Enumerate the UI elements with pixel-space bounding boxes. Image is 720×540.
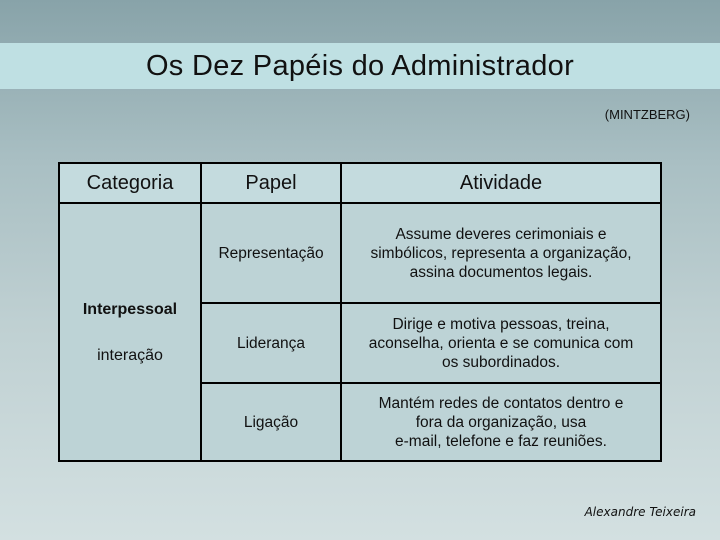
slide-title: Os Dez Papéis do Administrador xyxy=(145,49,575,82)
activity-line: Assume deveres cerimoniais e xyxy=(395,225,607,243)
activity-line: os subordinados. xyxy=(441,353,561,371)
activity-line: simbólicos, representa a organização, xyxy=(370,244,632,262)
source-citation: (MINTZBERG) xyxy=(604,107,690,122)
role-cell: Ligação xyxy=(201,383,341,461)
activity-cell xyxy=(341,383,661,461)
activity-line: aconselha, orienta e se comunica com xyxy=(368,334,634,352)
table-row xyxy=(59,203,661,303)
category-name: Interpessoal xyxy=(82,301,178,318)
title-bar xyxy=(0,43,720,89)
category-cell xyxy=(59,203,201,461)
role-cell: Representação xyxy=(201,203,341,303)
activity-cell xyxy=(341,203,661,303)
roles-table xyxy=(58,162,662,462)
activity-line: e-mail, telefone e faz reuniões. xyxy=(395,432,607,450)
activity-line: Mantém redes de contatos dentro e xyxy=(378,394,624,412)
header-atividade: Atividade xyxy=(341,163,661,203)
role-cell: Liderança xyxy=(201,303,341,383)
activity-line: assina documentos legais. xyxy=(409,263,593,281)
category-subtitle: interação xyxy=(97,347,163,364)
activity-line: fora da organização, usa xyxy=(415,413,587,431)
header-categoria: Categoria xyxy=(59,163,201,203)
author-signature: Alexandre Teixeira xyxy=(584,505,696,519)
header-papel: Papel xyxy=(201,163,341,203)
activity-line: Dirige e motiva pessoas, treina, xyxy=(392,315,610,333)
table-header-row xyxy=(59,163,661,203)
activity-cell xyxy=(341,303,661,383)
